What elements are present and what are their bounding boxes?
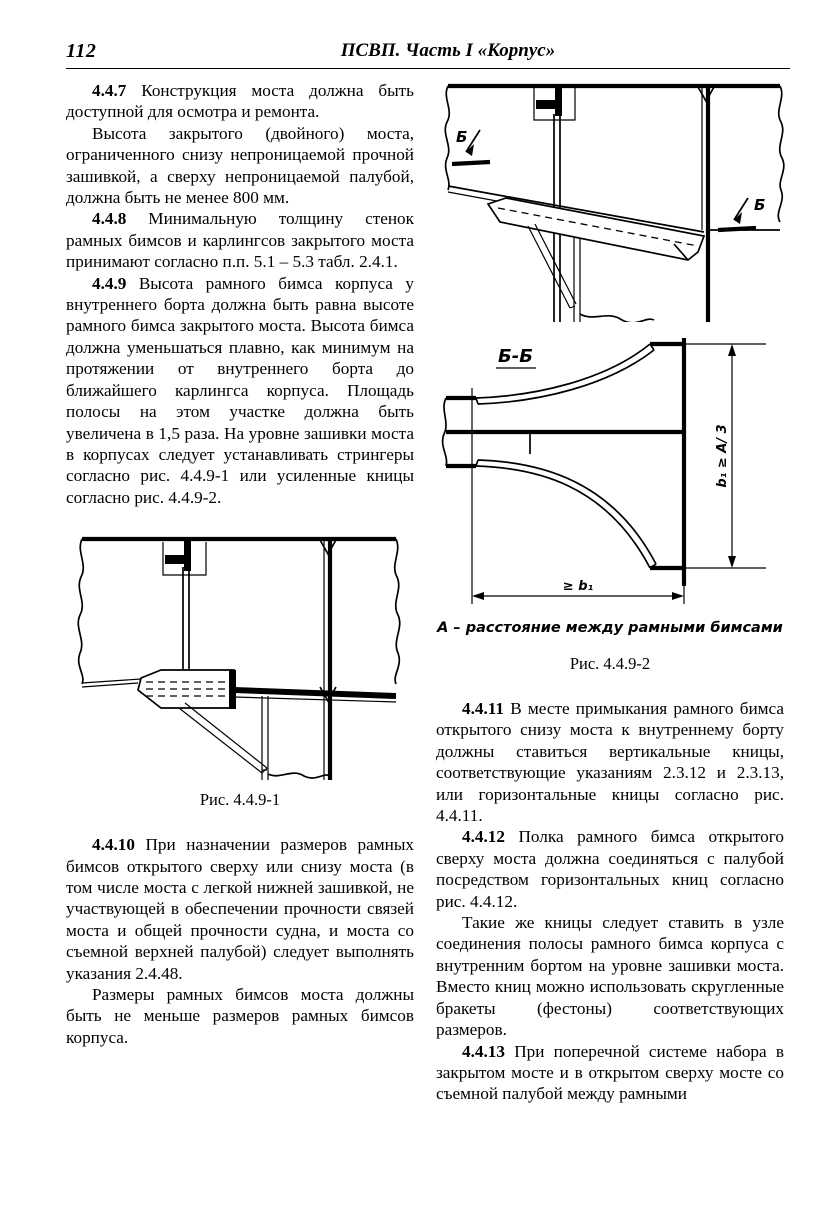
paragraph-height-closed-bridge xyxy=(66,123,414,209)
figure-top-section-markers xyxy=(436,80,784,322)
section-marker-left-label: Б xyxy=(456,128,468,146)
paragraph-4-4-11 xyxy=(436,698,784,826)
paragraph-text: Высота рамного бимса корпуса у внутреннего борта должна быть равна высоте рамного бимса закрытого моста. Высота бимса должна уменьшаться плавно, как минимум на протяжении от внутреннего борта до ближайшего карлингса корпуса. Площадь полосы на этом участке должна быть увеличена в 1,5 раза. На уровне зашивки моста в корпусах следует устанавливать стрингеры согласно рис. 4.4.9-1 или усиленные кницы согласно рис. 4.4.9-2. xyxy=(66,273,414,507)
paragraph-4-4-9 xyxy=(66,273,414,508)
paragraph-text: Размеры рамных бимсов моста должны быть не меньше размеров рамных бимсов корпуса. xyxy=(66,984,414,1047)
paragraph-text: Такие же кницы следует ставить в узле соединения полосы рамного бимса корпуса с внутренним бортом на уровне зашивки моста. Вместо книц можно использовать скругленные бракеты (фестоны) соответствующих размеров. xyxy=(436,913,784,1040)
figure-section-bb-drawing xyxy=(436,338,788,618)
paragraph-number: 4.4.11 xyxy=(462,699,505,718)
figure-top-drawing xyxy=(436,80,788,322)
paragraph-number: 4.4.10 xyxy=(92,835,135,855)
page-number: 112 xyxy=(66,40,97,62)
figure-note: А – расстояние между рамными бимсами xyxy=(437,620,783,636)
dimension-horizontal-label: ≥ b₁ xyxy=(562,579,594,594)
figure-caption: Рис. 4.4.9-2 xyxy=(569,654,651,673)
paragraph-number: 4.4.7 xyxy=(92,81,127,100)
paragraph-4-4-13 xyxy=(436,1041,784,1105)
paragraph-frame-beam-sizes xyxy=(66,984,414,1048)
paragraph-text: Минимальную толщину стенок рамных бимсов и карлингсов закрытого моста принимают согласно п.п. 5.1 – 5.3 табл. 2.4.1. xyxy=(66,209,414,272)
figure-caption: Рис. 4.4.9-1 xyxy=(199,790,281,810)
paragraph-same-knees xyxy=(436,912,784,1040)
paragraph-text: Полка рамного бимса открытого сверху моста должна соединяться с палубой посредством горизонтальных книц согласно рис. 4.4.12. xyxy=(436,827,784,911)
paragraph-text: При назначении размеров рамных бимсов открытого сверху или снизу моста (в том числе моста с легкой нижней зашивкой, не участвующей в обеспечении прочности связей моста и общей прочности судна, и моста со съемной верхней палубой) следует выполнять указания 2.4.48. xyxy=(66,835,414,983)
document-title: ПСВП. Часть I «Корпус» xyxy=(340,40,556,61)
paragraph-number: 4.4.12 xyxy=(462,827,505,847)
section-title-bb: Б-Б xyxy=(498,346,533,367)
figure-4-4-9-1 xyxy=(66,530,414,810)
paragraph-4-4-12 xyxy=(436,826,784,912)
paragraph-text: При поперечной системе набора в закрытом мосте и в открытом сверху мосте со съемной палубой между рамными xyxy=(436,1041,784,1104)
paragraph-number: 4.4.9 xyxy=(92,273,127,293)
paragraph-4-4-7 xyxy=(66,80,414,123)
figure-4-4-9-1-drawing xyxy=(66,530,414,780)
header-rule xyxy=(66,68,790,69)
paragraph-text: Высота закрытого (двойного) моста, ограниченного снизу непроницаемой прочной зашивкой, а сверху непроницаемой палубой, должна быть не менее 800 мм. xyxy=(66,123,414,208)
paragraph-text: В месте примыкания рамного бимса открытого снизу моста к внутреннему борту должны ставиться вертикальные кницы, соответствующие указаниям 2.3.12 и 2.3.13, или горизонтальные кницы согласно рис. 4.4.11. xyxy=(436,699,784,826)
paragraph-4-4-10 xyxy=(66,834,414,984)
running-head xyxy=(66,40,790,70)
section-marker-right-label: Б xyxy=(754,196,766,214)
right-column xyxy=(436,80,784,1105)
paragraph-4-4-8 xyxy=(66,208,414,272)
paragraph-text: Конструкция моста должна быть доступной для осмотра и ремонта. xyxy=(66,81,414,122)
paragraph-number: 4.4.8 xyxy=(92,209,127,229)
paragraph-number: 4.4.13 xyxy=(462,1041,505,1061)
left-column xyxy=(66,80,414,1048)
figure-4-4-9-2 xyxy=(436,338,784,674)
dimension-vertical-label: b₁ ≥ A/ 3 xyxy=(715,424,730,488)
